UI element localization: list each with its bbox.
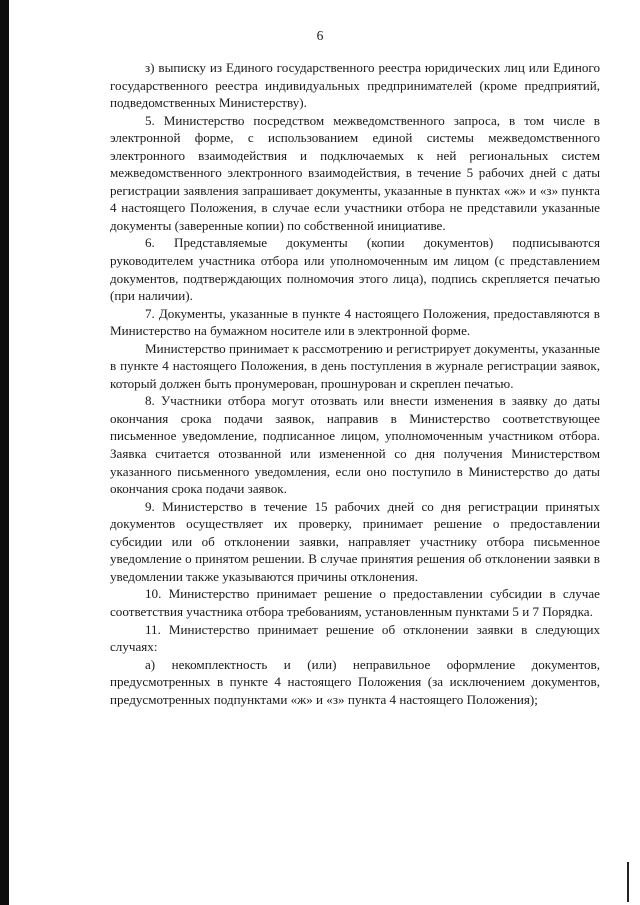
paragraph-9: 9. Министерство в течение 15 рабочих дней со дня регистрации принятых документов осуществляет их проверку, принимает решение о предоставлении субсидии или об отклонении заявки, направляет участнику отбора письменное уведомление о принятом решении. В случае принятия решения об отклонении заявки в уведомлении также указываются причины отклонения. <box>110 498 600 584</box>
paragraph-8: 8. Участники отбора могут отозвать или внести изменения в заявку до даты окончания срока подачи заявок, направив в Министерство соответствующее письменное уведомление, подписанное лицом, уполномоченным участником отбора. Заявка считается отозванной или измененной со дня получения Министерством указанного письменного уведомления, если оно поступило в Министерство до даты окончания срока подачи заявок. <box>110 393 600 497</box>
paragraph-6: 6. Представляемые документы (копии документов) подписываются руководителем участника отбора или уполномоченным им лицом (с представлением документов, подтверждающих полномочия этого лица), подпись скрепляется печатью (при наличии). <box>110 235 600 304</box>
scan-mark-right <box>627 862 629 902</box>
scan-edge-left <box>0 0 9 905</box>
paragraph-11-a: а) некомплектность и (или) неправильное оформление документов, предусмотренных в пункте 4 настоящего Положения (за исключением документов, предусмотренных подпунктами «ж» и «з» пункта 4 настоящего Положения); <box>110 656 600 707</box>
paragraph-z-extract: з) выписку из Единого государственного реестра юридических лиц или Единого государственного реестра индивидуальных предпринимателей (кроме предприятий, подведомственных Министерству). <box>110 60 600 111</box>
paragraph-5: 5. Министерство посредством межведомственного запроса, в том числе в электронной форме, с использованием единой системы межведомственного электронного взаимодействия и подключаемых к ней региональных систем межведомственного электронного взаимодействия, в течение 5 рабочих дней с даты регистрации заявления запрашивает документы, указанные в пунктах «ж» и «з» пункта 4 настоящего Положения, в случае если участники отбора не представили указанные документы (заверенные копии) по собственной инициативе. <box>110 112 600 233</box>
page-number: 6 <box>316 28 324 43</box>
paragraph-7-registration: Министерство принимает к рассмотрению и регистрирует документы, указанные в пункте 4 настоящего Положения, в день поступления в журнале регистрации заявок, который должен быть пронумерован, прошнурован и скреплен печатью. <box>110 340 600 391</box>
paragraph-10: 10. Министерство принимает решение о предоставлении субсидии в случае соответствия участника отбора требованиям, установленным пунктами 5 и 7 Порядка. <box>110 586 600 619</box>
paragraph-7: 7. Документы, указанные в пункте 4 настоящего Положения, предоставляются в Министерство на бумажном носителе или в электронной форме. <box>110 305 600 339</box>
paragraph-11: 11. Министерство принимает решение об отклонении заявки в следующих случаях: <box>110 621 600 655</box>
document-body <box>110 59 600 708</box>
